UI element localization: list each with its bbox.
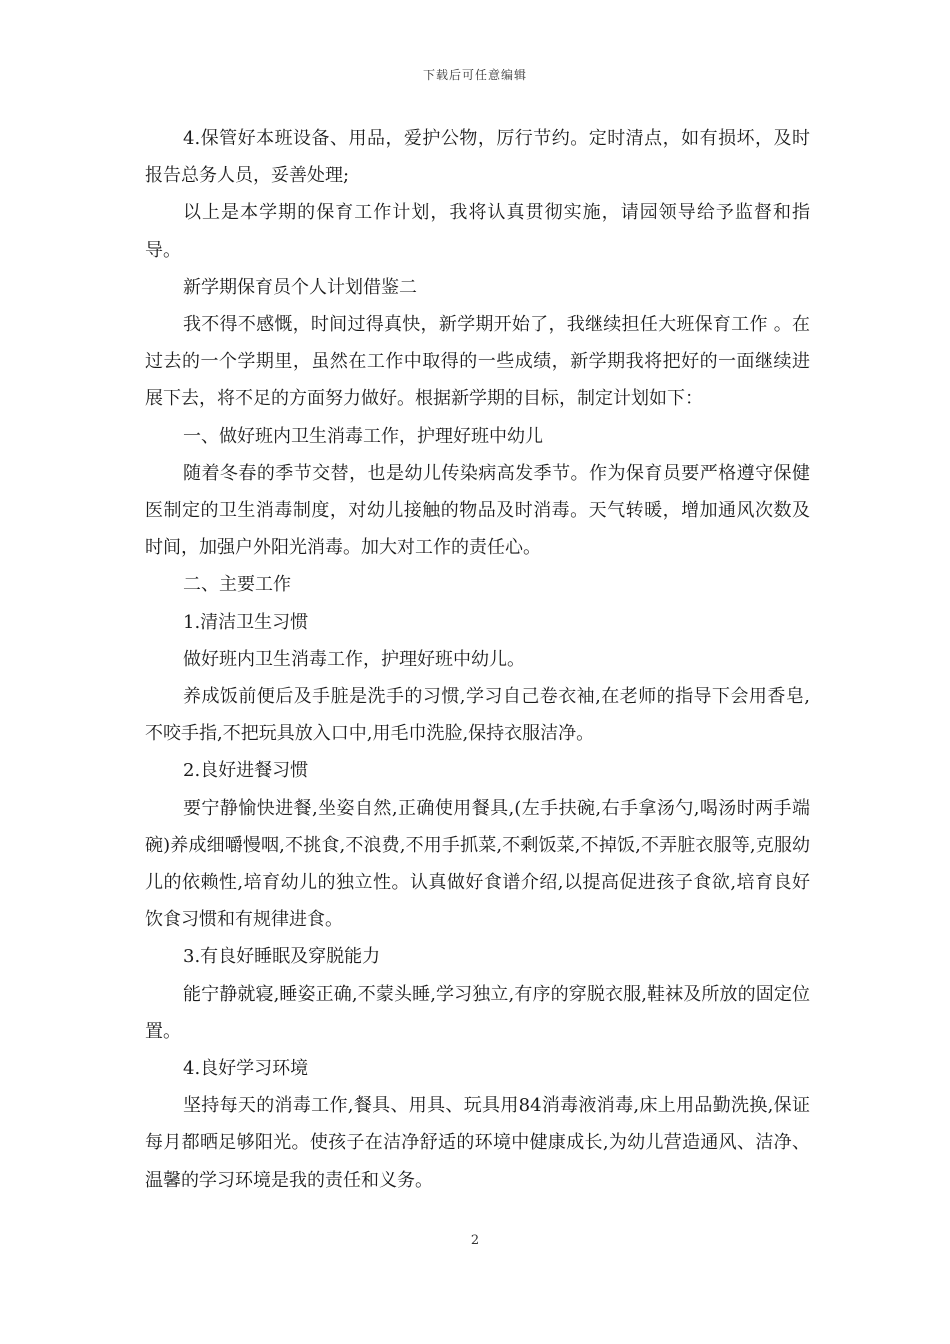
paragraph-3: 我不得不感慨，时间过得真快，新学期开始了，我继续担任大班保育工作 。在过去的一个学期里，虽然在工作中取得的一些成绩，新学期我将把好的一面继续进展下去，将不足的方面努力做好。根据新学期的目标，制定计划如下：: [145, 314, 810, 410]
paragraph-7: 要宁静愉快进餐,坐姿自然,正确使用餐具,(左手扶碗,右手拿汤勺,喝汤时两手端碗)养成细嚼慢咽,不挑食,不浪费,不用手抓菜,不剩饭菜,不掉饭,不弄脏衣服等,克服幼儿的依赖性,培育幼儿的独立性。认真做好食谱介绍,以提高促进孩子食欲,培育良好饮食习惯和有规律进食。: [145, 797, 810, 931]
paragraph-1: 4.保管好本班设备、用品，爱护公物，厉行节约。定时清点，如有损坏，及时报告总务人员，妥善处理;: [145, 128, 810, 187]
subheading-3: 3.有良好睡眠及穿脱能力: [183, 946, 381, 968]
document-body: [145, 120, 810, 1199]
paragraph-9: 坚持每天的消毒工作,餐具、用具、玩具用84消毒液消毒,床上用品勤洗换,保证每月都晒足够阳光。使孩子在洁净舒适的环境中健康成长,为幼儿营造通风、洁净、温馨的学习环境是我的责任和义务。: [145, 1095, 810, 1191]
subheading-2: 2.良好进餐习惯: [183, 760, 309, 782]
paragraph-4: 随着冬春的季节交替，也是幼儿传染病高发季节。作为保育员要严格遵守保健医制定的卫生消毒制度，对幼儿接触的物品及时消毒。天气转暖，增加通风次数及时间，加强户外阳光消毒。加大对工作的责任心。: [145, 462, 810, 559]
subheading-4: 4.良好学习环境: [183, 1058, 309, 1080]
page-number: 2: [470, 1233, 480, 1248]
page-header: 下载后可任意编辑: [422, 68, 527, 82]
paragraph-6: 养成饭前便后及手脏是洗手的习惯,学习自己卷衣袖,在老师的指导下会用香皂,不咬手指,不把玩具放入口中,用毛巾洗脸,保持衣服洁净。: [145, 686, 810, 745]
subheading-1: 1.清洁卫生习惯: [183, 611, 309, 633]
heading-2: 二、主要工作: [183, 574, 291, 596]
heading-1: 一、做好班内卫生消毒工作，护理好班中幼儿: [183, 425, 543, 447]
paragraph-5: 做好班内卫生消毒工作，护理好班中幼儿。: [183, 648, 525, 670]
paragraph-8: 能宁静就寝,睡姿正确,不蒙头睡,学习独立,有序的穿脱衣服,鞋袜及所放的固定位置。: [145, 983, 810, 1042]
paragraph-2: 以上是本学期的保育工作计划，我将认真贯彻实施，请园领导给予监督和指导。: [145, 202, 810, 261]
section-title: 新学期保育员个人计划借鉴二: [183, 276, 417, 298]
